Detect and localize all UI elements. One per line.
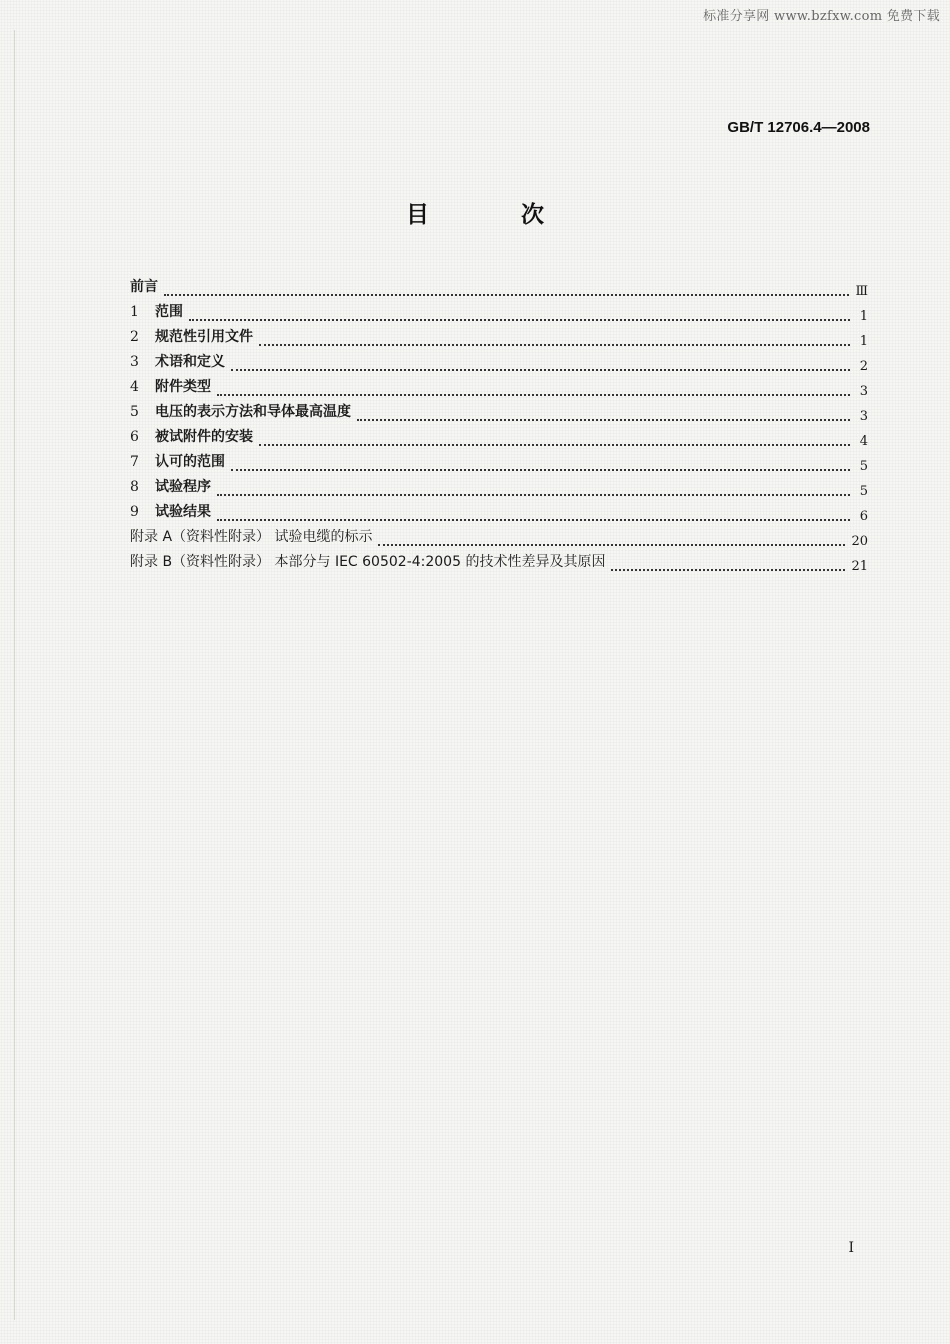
- toc-entry[interactable]: [130, 401, 868, 426]
- toc-entry-number: 7: [130, 454, 139, 470]
- toc-entry[interactable]: [130, 301, 868, 326]
- toc-leader-dots: [357, 418, 850, 421]
- toc-entry-page: 1: [859, 334, 868, 349]
- toc-entry-preface[interactable]: [130, 276, 868, 301]
- toc-entry-number: 9: [130, 504, 139, 520]
- toc-entry-number: 3: [130, 354, 139, 370]
- toc-entry-label: 前言: [130, 279, 158, 295]
- toc-entry-label: 试验结果: [155, 504, 211, 520]
- toc-entry-page: Ⅲ: [855, 284, 868, 299]
- toc-entry-page: 21: [851, 559, 868, 574]
- toc-entry-annex-b[interactable]: [130, 551, 868, 576]
- toc-entry[interactable]: [130, 501, 868, 526]
- toc-entry-label: 术语和定义: [155, 354, 225, 370]
- toc-entry-page: 3: [859, 384, 868, 399]
- toc-entry-page: 2: [859, 359, 868, 374]
- toc-entry-page: 6: [859, 509, 868, 524]
- toc-entry-label: 附录 B（资料性附录） 本部分与 IEC 60502-4:2005 的技术性差异及其原因: [130, 554, 606, 570]
- toc-entry-number: 8: [130, 479, 139, 495]
- page-number: I: [848, 1240, 854, 1256]
- table-of-contents: [130, 276, 868, 576]
- toc-entry-number: 4: [130, 379, 139, 395]
- toc-entry[interactable]: [130, 351, 868, 376]
- toc-leader-dots: [378, 543, 845, 546]
- toc-leader-dots: [231, 368, 850, 371]
- toc-entry-page: 3: [859, 409, 868, 424]
- toc-leader-dots: [189, 318, 850, 321]
- toc-entry-page: 5: [859, 484, 868, 499]
- toc-leader-dots: [217, 518, 850, 521]
- toc-entry-label: 被试附件的安装: [155, 429, 253, 445]
- toc-entry-label: 电压的表示方法和导体最高温度: [155, 404, 351, 420]
- toc-title: 目 次: [405, 202, 586, 228]
- toc-entry-label: 认可的范围: [155, 454, 225, 470]
- toc-entry-number: 6: [130, 429, 139, 445]
- toc-leader-dots: [217, 493, 850, 496]
- toc-leader-dots: [231, 468, 850, 471]
- toc-leader-dots: [164, 293, 849, 296]
- standard-number: GB/T 12706.4—2008: [727, 119, 870, 136]
- toc-entry-label: 规范性引用文件: [155, 329, 253, 345]
- toc-leader-dots: [611, 568, 845, 571]
- toc-entry[interactable]: [130, 451, 868, 476]
- toc-entry[interactable]: [130, 426, 868, 451]
- toc-entry-label: 附件类型: [155, 379, 211, 395]
- toc-entry[interactable]: [130, 376, 868, 401]
- toc-entry[interactable]: [130, 326, 868, 351]
- toc-entry[interactable]: [130, 476, 868, 501]
- toc-entry-page: 5: [859, 459, 868, 474]
- toc-entry-number: 5: [130, 404, 139, 420]
- toc-entry-page: 1: [859, 309, 868, 324]
- toc-entry-number: 1: [130, 304, 139, 320]
- toc-entry-label: 试验程序: [155, 479, 211, 495]
- toc-entry-label: 范围: [155, 304, 183, 320]
- toc-leader-dots: [217, 393, 850, 396]
- toc-leader-dots: [259, 343, 850, 346]
- toc-entry-label: 附录 A（资料性附录） 试验电缆的标示: [130, 529, 373, 545]
- toc-entry-page: 20: [851, 534, 868, 549]
- toc-entry-annex-a[interactable]: [130, 526, 868, 551]
- watermark: 标准分享网 www.bzfxw.com 免费下载: [703, 9, 940, 24]
- toc-entry-page: 4: [859, 434, 868, 449]
- toc-entry-number: 2: [130, 329, 139, 345]
- toc-leader-dots: [259, 443, 850, 446]
